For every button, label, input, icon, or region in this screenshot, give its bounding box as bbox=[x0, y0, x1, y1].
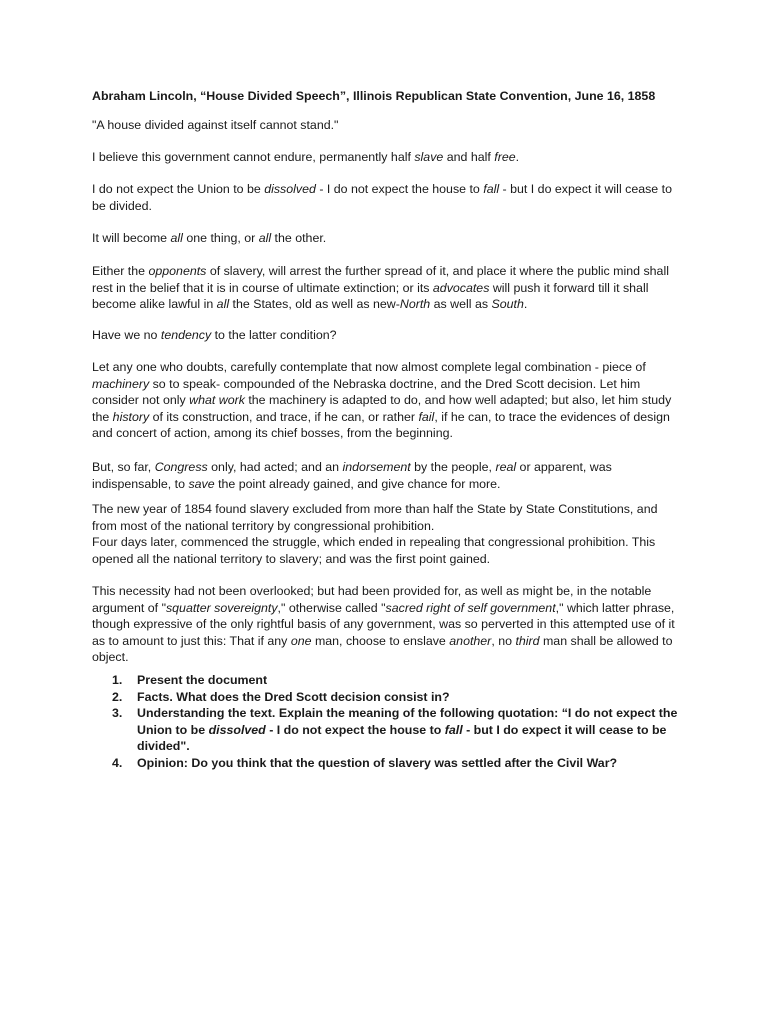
text-run: Facts. What does the Dred Scott decision consist in? bbox=[137, 689, 450, 704]
emphasis-text: sacred right of self government bbox=[385, 600, 556, 615]
text-run: only, had acted; and an bbox=[207, 460, 343, 474]
emphasis-text: tendency bbox=[160, 328, 212, 342]
text-run: It will become bbox=[92, 231, 171, 245]
text-run: so to speak- compounded of the Nebraska doctrine, and the Dred Scott decision. Let him consider not only bbox=[92, 376, 641, 407]
text-run: by the people, bbox=[410, 460, 496, 474]
paragraph bbox=[92, 181, 682, 214]
text-run: But, so far, bbox=[92, 460, 155, 474]
text-run: Have we no bbox=[92, 328, 161, 342]
question-number: 2. bbox=[112, 689, 123, 704]
text-run: I believe this government cannot endure, permanently half bbox=[92, 150, 415, 164]
emphasis-text: history bbox=[112, 409, 150, 424]
emphasis-text: dissolved bbox=[208, 722, 266, 737]
question-item bbox=[92, 755, 682, 772]
emphasis-text: one bbox=[290, 633, 312, 648]
question-item bbox=[92, 689, 682, 706]
paragraph bbox=[92, 263, 682, 313]
paragraph bbox=[92, 583, 682, 666]
paragraph bbox=[92, 501, 682, 534]
text-run: - but I do expect it will cease to be divided". bbox=[137, 722, 667, 753]
emphasis-text: slave bbox=[414, 150, 444, 164]
emphasis-text: machinery bbox=[92, 376, 150, 391]
text-run: ," which latter phrase, though expressive of the only rightful basis of any government, was so perverted in this attempted use of it as to amount to just this: That if any bbox=[92, 600, 675, 648]
emphasis-text: all bbox=[170, 231, 183, 245]
text-run: the States, old as well as new- bbox=[229, 297, 400, 311]
question-number: 4. bbox=[112, 755, 123, 770]
text-run: Opinion: Do you think that the question of slavery was settled after the Civil War? bbox=[137, 755, 618, 770]
text-run: - but I do expect it will cease to be divided. bbox=[92, 182, 672, 213]
question-item bbox=[92, 705, 682, 755]
text-run: , no bbox=[491, 633, 516, 648]
emphasis-text: opponents bbox=[148, 264, 207, 278]
text-run: of its construction, and trace, if he can, or rather bbox=[149, 409, 419, 424]
emphasis-text: fail bbox=[418, 409, 435, 424]
text-run: the machinery is adapted to do, and how well adapted; but also, let him study the bbox=[92, 393, 672, 424]
paragraph bbox=[92, 117, 682, 134]
text-run: to the latter condition? bbox=[211, 328, 337, 342]
text-run: as well as bbox=[430, 297, 492, 311]
text-run: Either the bbox=[92, 264, 149, 278]
question-item bbox=[92, 672, 682, 689]
text-run: one thing, or bbox=[182, 231, 259, 245]
paragraph bbox=[92, 459, 682, 492]
emphasis-text: real bbox=[495, 460, 517, 474]
text-run: ," otherwise called " bbox=[277, 600, 386, 615]
emphasis-text: Congress bbox=[154, 460, 208, 474]
paragraph bbox=[92, 149, 682, 166]
document-title: Abraham Lincoln, “House Divided Speech”, Illinois Republican State Convention, June 16, 1858 bbox=[92, 89, 656, 103]
text-run: Four days later, commenced the struggle, which ended in repealing that congressional prohibition. This opened all the national territory to slavery; and was the first point gained. bbox=[92, 535, 656, 566]
text-run: I do not expect the Union to be bbox=[92, 182, 265, 196]
text-run: the other. bbox=[271, 231, 327, 245]
text-run: of slavery, will arrest the further spread of it, and place it where the public mind shall rest in the belief that it is in course of ultimate extinction; or its bbox=[92, 264, 669, 295]
emphasis-text: advocates bbox=[432, 280, 490, 295]
text-run: - I do not expect the house to bbox=[265, 722, 445, 737]
emphasis-text: South bbox=[491, 297, 524, 311]
paragraph bbox=[92, 359, 682, 442]
emphasis-text: third bbox=[515, 633, 540, 648]
emphasis-text: dissolved bbox=[264, 182, 316, 196]
text-run: will push it forward till it shall become alike lawful in bbox=[92, 280, 649, 311]
text-run: Present the document bbox=[137, 673, 268, 687]
paragraph bbox=[92, 230, 682, 247]
emphasis-text: what work bbox=[189, 393, 245, 407]
text-run: or apparent, was indispensable, to bbox=[92, 460, 612, 491]
emphasis-text: North bbox=[399, 297, 431, 311]
text-run: . bbox=[515, 150, 520, 164]
emphasis-text: indorsement bbox=[342, 460, 411, 474]
emphasis-text: free bbox=[494, 150, 516, 164]
emphasis-text: another bbox=[449, 633, 492, 648]
emphasis-text: fall bbox=[444, 722, 463, 737]
text-run: the point already gained, and give chance for more. bbox=[214, 476, 501, 491]
paragraph bbox=[92, 327, 682, 344]
text-run: This necessity had not been overlooked; but had been provided for, as well as might be, in the notable argument of " bbox=[92, 584, 652, 615]
paragraph bbox=[92, 534, 682, 567]
emphasis-text: fall bbox=[483, 182, 500, 196]
emphasis-text: squatter sovereignty bbox=[165, 600, 278, 615]
text-run: The new year of 1854 found slavery excluded from more than half the State by State Constitutions, and from most of the national territory by congressional prohibition. bbox=[92, 502, 658, 533]
question-list bbox=[92, 672, 682, 771]
text-run: , if he can, to trace the evidences of design and concert of action, among its chief bosses, from the beginning. bbox=[92, 409, 670, 440]
text-run: - I do not expect the house to bbox=[315, 182, 484, 196]
text-run: man shall be allowed to object. bbox=[92, 633, 673, 664]
emphasis-text: all bbox=[258, 231, 272, 245]
text-run: Let any one who doubts, carefully contemplate that now almost complete legal combination - piece of bbox=[92, 360, 646, 374]
text-run: man, choose to enslave bbox=[311, 633, 450, 648]
text-run: and half bbox=[443, 150, 495, 164]
question-number: 1. bbox=[112, 673, 123, 687]
emphasis-text: save bbox=[188, 476, 215, 491]
text-run: . bbox=[523, 297, 528, 311]
question-number: 3. bbox=[112, 706, 123, 720]
emphasis-text: all bbox=[216, 297, 230, 311]
text-run: "A house divided against itself cannot stand." bbox=[92, 118, 339, 132]
text-run: Understanding the text. Explain the meaning of the following quotation: “I do not expect the Union to be bbox=[137, 706, 678, 737]
